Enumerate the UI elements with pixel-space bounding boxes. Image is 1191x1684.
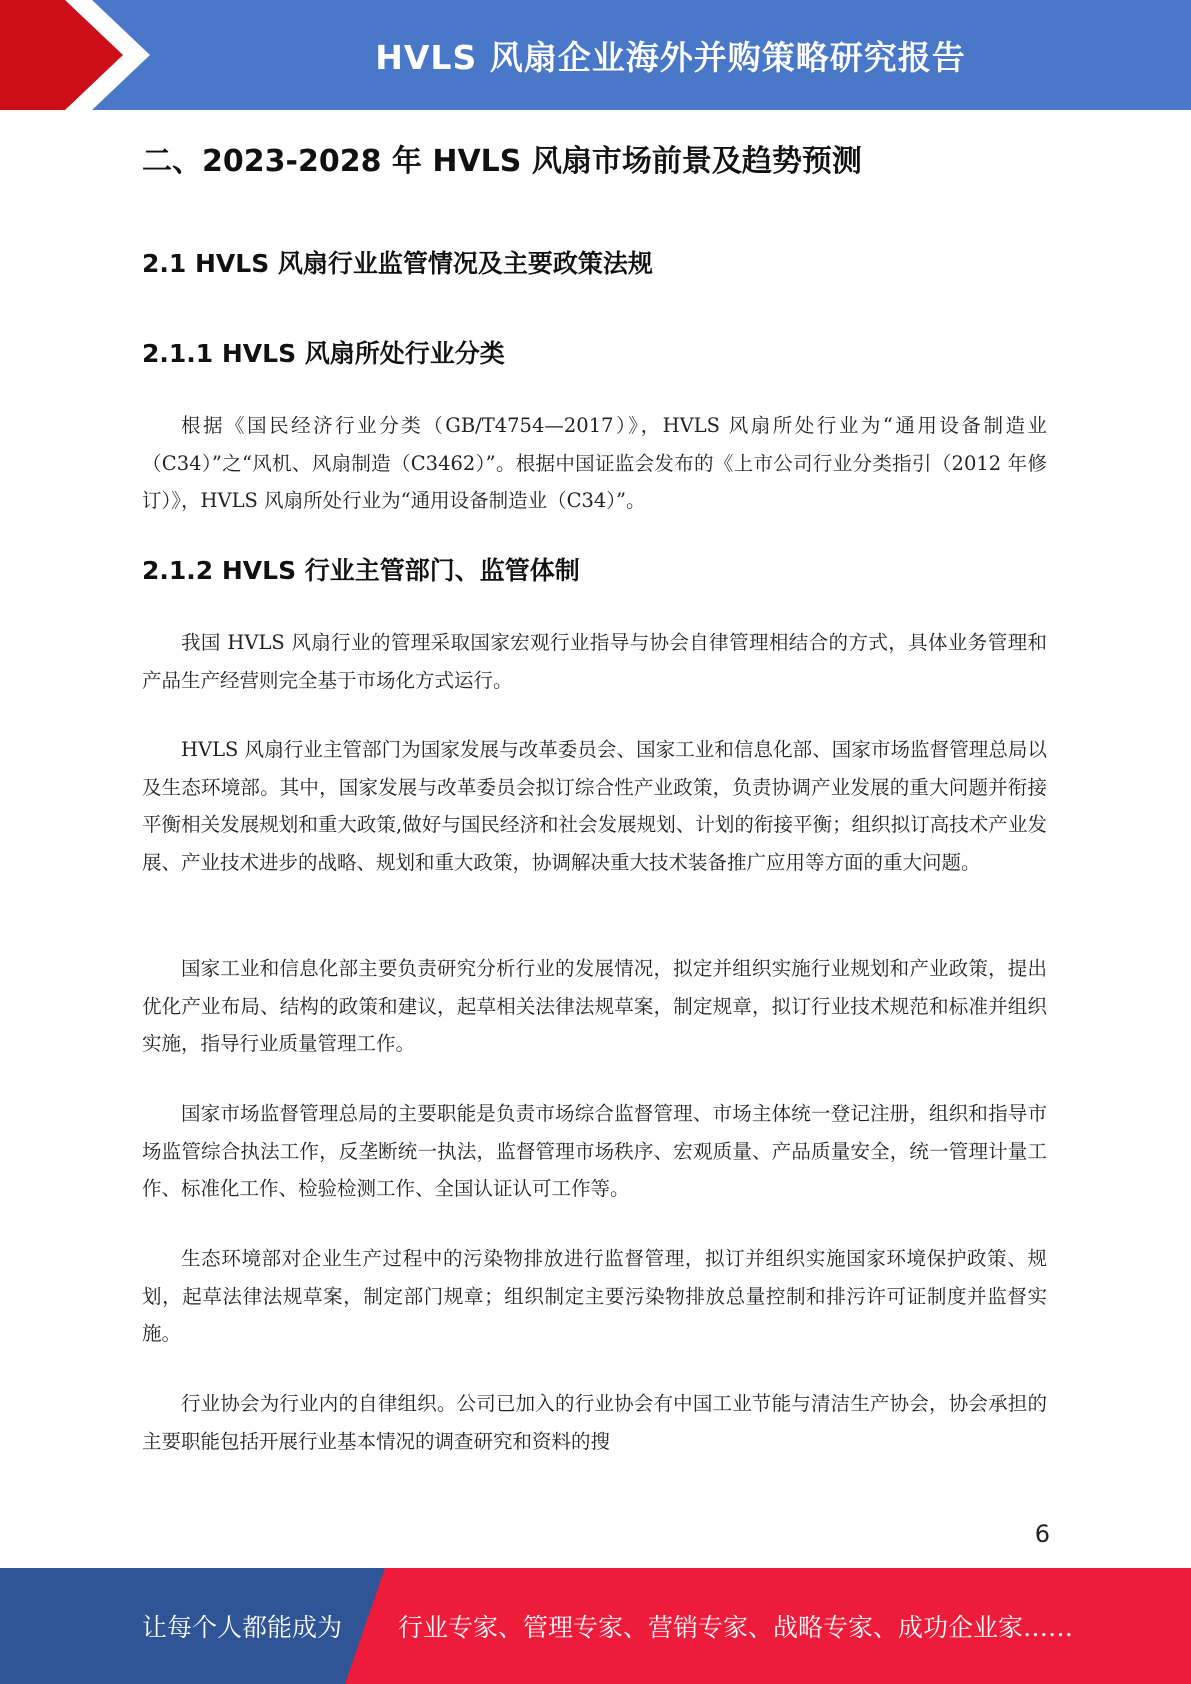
section-heading: 二、2023-2028 年 HVLS 风扇市场前景及趋势预测 xyxy=(142,144,862,179)
paragraph-classification: 根据《国民经济行业分类（GB/T4754—2017）》，HVLS 风扇所处行业为“通用设备制造业（C34）”之“风机、风扇制造（C3462）”。根据中国证监会发布的《上市公司行业分类指引（2012 年修订）》，HVLS 风扇所处行业为“通用设备制造业（C34）”。 xyxy=(142,414,1047,512)
paragraph-management-mode: 我国 HVLS 风扇行业的管理采取国家宏观行业指导与协会自律管理相结合的方式，具体业务管理和产品生产经营则完全基于市场化方式运行。 xyxy=(142,631,1047,692)
paragraph-mee: 生态环境部对企业生产过程中的污染物排放进行监督管理，拟订并组织实施国家环境保护政策、规划，起草法律法规草案，制定部门规章；组织制定主要污染物排放总量控制和排污许可证制度并监督实施。 xyxy=(142,1247,1047,1345)
footer-banner xyxy=(0,1568,1191,1684)
header-title: HVLS 风扇企业海外并购策略研究报告 xyxy=(375,37,966,77)
paragraph-miit: 国家工业和信息化部主要负责研究分析行业的发展情况，拟定并组织实施行业规划和产业政策，提出优化产业布局、结构的政策和建议，起草相关法律法规草案，制定规章，拟订行业技术规范和标准并组织实施，指导行业质量管理工作。 xyxy=(142,957,1047,1055)
footer-slogan-roles: 行业专家、管理专家、营销专家、战略专家、成功企业家…… xyxy=(398,1613,1074,1642)
subsection-heading: 2.1 HVLS 风扇行业监管情况及主要政策法规 xyxy=(142,249,653,278)
paragraph-authorities: HVLS 风扇行业主管部门为国家发展与改革委员会、国家工业和信息化部、国家市场监督管理总局以及生态环境部。其中，国家发展与改革委员会拟订综合性产业政策，负责协调产业发展的重大问题并衔接平衡相关发展规划和重大政策,做好与国民经济和社会发展规划、计划的衔接平衡；组织拟订高技术产业发展、产业技术进步的战略、规划和重大政策，协调解决重大技术装备推广应用等方面的重大问题。 xyxy=(142,738,1047,874)
subsubsection-heading-regulation: 2.1.2 HVLS 行业主管部门、监管体制 xyxy=(142,556,580,585)
footer-slogan-lead: 让每个人都能成为 xyxy=(142,1613,343,1642)
page-number: 6 xyxy=(1034,1520,1050,1548)
paragraph-association: 行业协会为行业内的自律组织。公司已加入的行业协会有中国工业节能与清洁生产协会，协会承担的主要职能包括开展行业基本情况的调查研究和资料的搜 xyxy=(142,1392,1047,1453)
subsubsection-heading-classification: 2.1.1 HVLS 风扇所处行业分类 xyxy=(142,339,505,368)
paragraph-samr: 国家市场监督管理总局的主要职能是负责市场综合监督管理、市场主体统一登记注册，组织和指导市场监管综合执法工作，反垄断统一执法，监督管理市场秩序、宏观质量、产品质量安全，统一管理计量工作、标准化工作、检验检测工作、全国认证认可工作等。 xyxy=(142,1102,1047,1200)
header-banner xyxy=(0,0,1191,110)
